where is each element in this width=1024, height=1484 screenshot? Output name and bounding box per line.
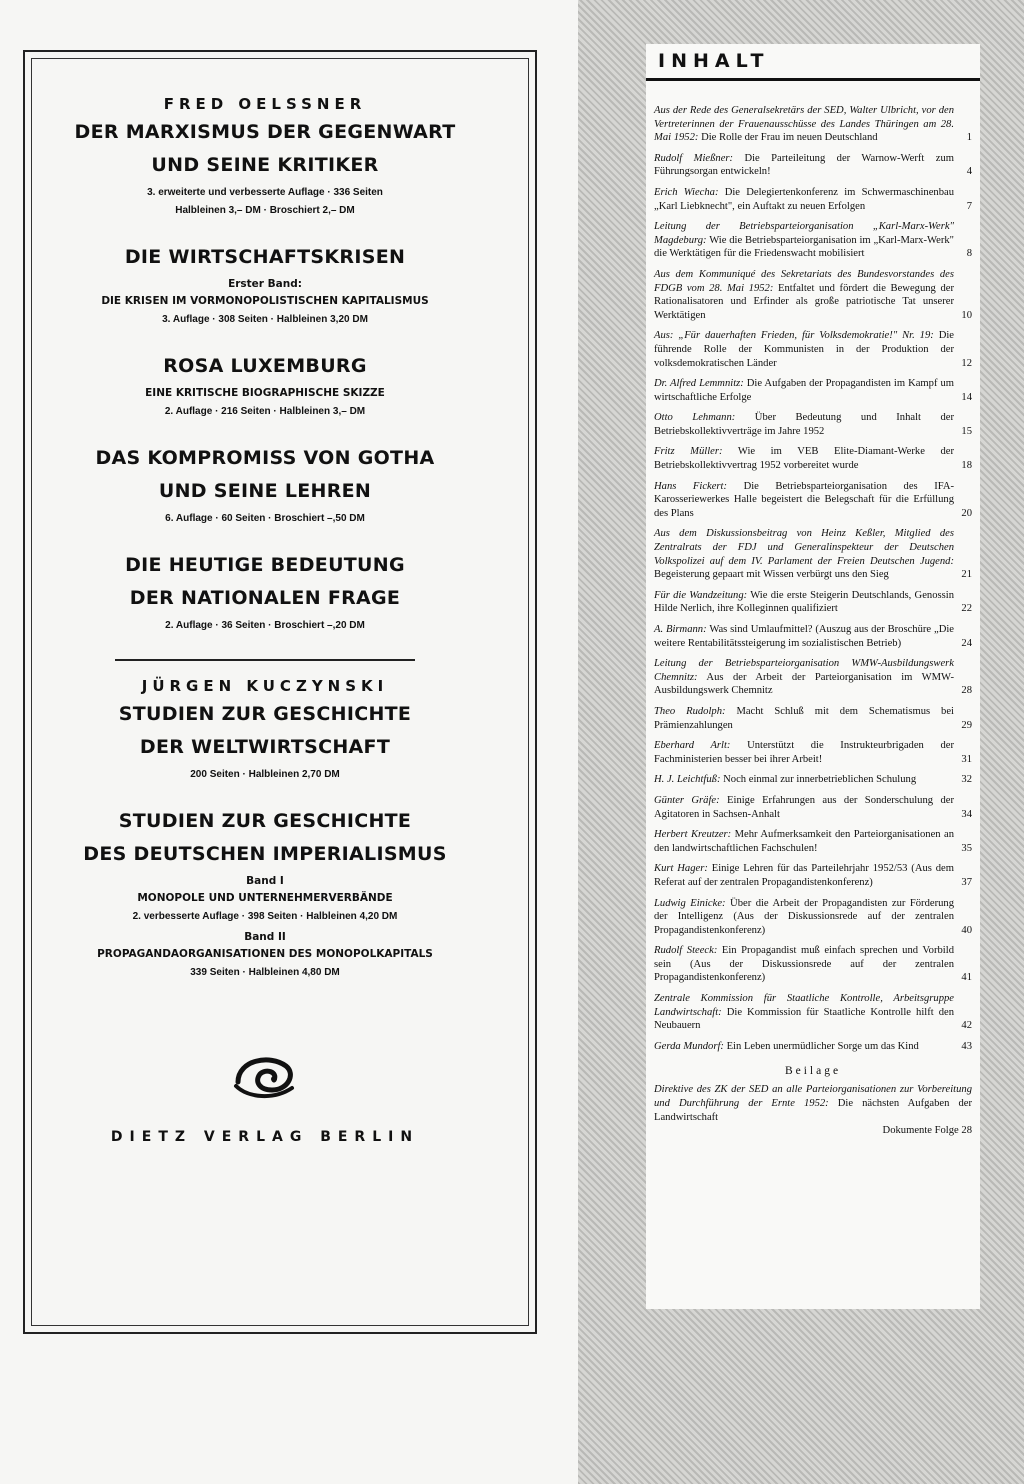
- toc-entry-page: 29: [961, 719, 972, 731]
- publisher-name: DIETZ VERLAG BERLIN: [110, 1129, 420, 1145]
- toc-entry-author: Leitung der Betriebsparteiorganisation „Karl-Marx-Werk" Magdeburg:: [654, 221, 954, 246]
- toc-entry: [654, 705, 972, 732]
- toc-heading-rule: [646, 78, 980, 81]
- toc-entry: [654, 329, 972, 370]
- book-title: DIE WIRTSCHAFTSKRISEN: [124, 246, 406, 268]
- toc-entry-title: Einige Erfahrungen aus der Sonderschulung der Agitatoren in Sachsen-Anhalt: [654, 794, 954, 820]
- toc-entry-author: Aus der Rede des Generalsekretärs der SED, Walter Ulbricht, vor den Vertreterinnen der Frauenausschüsse des Landes Thüringen am 28. Mai 1952:: [654, 105, 954, 144]
- toc-entry-title: Wie die Betriebsparteiorganisation im „Karl-Marx-Werk" die Werktätigen für die Friedenswacht mobilisiert: [654, 234, 954, 260]
- toc-entry-page: 12: [961, 357, 972, 369]
- toc-entry: [654, 773, 972, 787]
- book-entry: [30, 353, 500, 419]
- toc-entry-title: Aus der Arbeit der Parteiorganisation im WMW-Ausbildungswerk Chemnitz: [654, 671, 954, 697]
- toc-entry-author: Aus dem Diskussionsbeitrag von Heinz Keßler, Mitglied des Zentralrats der FDJ und Generalinspekteur der Deutschen Volkspolizei auf dem IV. Parlament der Freien Deutschen Jugend:: [654, 528, 954, 567]
- toc-entry-title: Über die Arbeit der Propagandisten zur Förderung der Intelligenz (Aus der Diskussionsrede auf der zentralen Propagandistenkonferenz): [654, 897, 954, 936]
- book-title: STUDIEN ZUR GESCHICHTE: [118, 810, 412, 832]
- toc-entry: [654, 411, 972, 438]
- toc-entry: [654, 794, 972, 821]
- toc-entry-title: Ein Propagandist muß einfach sprechen und Vorbild sein (Aus der Diskussionsrede auf der zentralen Propagandistenkonferenz): [654, 945, 954, 984]
- supplement-heading: Beilage: [784, 1065, 842, 1078]
- toc-heading: INHALT: [658, 50, 770, 72]
- toc-list: [654, 104, 972, 1138]
- divider: [115, 659, 415, 661]
- book-entry: [30, 244, 500, 327]
- book-entry: [30, 930, 500, 980]
- book-subtitle: DIE KRISEN IM VORMONOPOLISTISCHEN KAPITALISMUS: [101, 295, 429, 307]
- toc-entry-title: Die Parteileitung der Warnow-Werft zum Führungsorgan entwickeln!: [654, 152, 954, 178]
- toc-entry-page: 14: [961, 391, 972, 403]
- book-author: JÜRGEN KUCZYNSKI: [141, 677, 389, 695]
- toc-entry: [654, 104, 972, 145]
- toc-entry-author: Für die Wandzeitung:: [654, 589, 748, 601]
- toc-entry-title: Ein Leben unermüdlicher Sorge um das Kind: [723, 1040, 919, 1052]
- toc-entry-title: Die führende Rolle der Kommunisten in der Produktion der volksdemokratischen Länder: [654, 330, 954, 369]
- book-title: ROSA LUXEMBURG: [163, 355, 367, 377]
- toc-entry-page: 21: [961, 569, 972, 581]
- toc-entry: [654, 445, 972, 472]
- toc-entry: [654, 220, 972, 261]
- toc-entry-page: 7: [966, 200, 972, 212]
- book-details: 200 Seiten · Halbleinen 2,70 DM: [190, 769, 340, 780]
- toc-entry-author: Ludwig Einicke:: [654, 897, 726, 909]
- book-details: 3. erweiterte und verbesserte Auflage · 336 Seiten: [147, 187, 383, 198]
- toc-entry-page: 37: [961, 876, 972, 888]
- toc-entry: [654, 1040, 972, 1054]
- toc-entry-title: Wie im VEB Elite-Diamant-Werke der Betriebskollektivvertrag 1952 vorbereitet wurde: [654, 446, 954, 472]
- toc-entry-author: Dr. Alfred Lemmnitz:: [654, 378, 744, 390]
- toc-entry: [654, 186, 972, 213]
- book-title: STUDIEN ZUR GESCHICHTE: [118, 703, 412, 725]
- book-entry: [30, 445, 500, 526]
- toc-entry-page: 43: [961, 1040, 972, 1052]
- toc-entry-author: Otto Lehmann:: [654, 412, 736, 424]
- toc-entry-title: Wie die erste Steigerin Deutschlands, Genossin Hilde Nerlich, ihre Kolleginnen qualifiziert: [654, 589, 954, 615]
- toc-entry-title: Mehr Aufmerksamkeit den Parteiorganisationen an den landwirtschaftlichen Fachschulen!: [654, 829, 954, 854]
- toc-entry-author: Aus dem Kommuniqué des Sekretariats des Bundesvorstandes des FDGB vom 28. Mai 1952:: [654, 268, 954, 294]
- book-details: 339 Seiten · Halbleinen 4,80 DM: [190, 967, 340, 978]
- toc-entry-title: Die Rolle der Frau im neuen Deutschland: [698, 132, 878, 144]
- toc-entry-author: Eberhard Arlt:: [654, 740, 731, 752]
- toc-entry-page: 8: [966, 248, 972, 260]
- book-subtitle: Erster Band:: [228, 278, 302, 290]
- toc-entry-page: 31: [961, 753, 972, 765]
- toc-entry-author: Aus: „Für dauerhaften Frieden, für Volksdemokratie!" Nr. 19:: [654, 330, 934, 342]
- book-details: 6. Auflage · 60 Seiten · Broschiert –,50 DM: [165, 513, 365, 524]
- toc-entry: [654, 152, 972, 179]
- book-subtitle: PROPAGANDAORGANISATIONEN DES MONOPOLKAPITALS: [97, 948, 433, 960]
- supplement-series: Dokumente Folge 28: [882, 1125, 972, 1137]
- toc-entry-page: 34: [961, 808, 972, 820]
- toc-entry-page: 41: [961, 972, 972, 984]
- toc-entry-author: Rudolf Steeck:: [654, 945, 718, 957]
- toc-entry: [654, 657, 972, 698]
- toc-entry-author: Theo Rudolph:: [654, 705, 726, 717]
- toc-entry-title: Die Aufgaben der Propagandisten im Kampf um wirtschaftliche Erfolge: [654, 378, 954, 403]
- toc-entry-title: Entfaltet und fördert die Bewegung der Rationalisatoren und Erfinder als große patriotische Tat unserer Werktätigen: [654, 282, 954, 321]
- toc-entry-page: 18: [961, 460, 972, 472]
- book-entry: [30, 808, 500, 924]
- book-title: DER MARXISMUS DER GEGENWART: [74, 121, 456, 143]
- toc-entry: [654, 992, 972, 1033]
- toc-entry-page: 22: [961, 603, 972, 615]
- toc-entry-page: 24: [961, 637, 972, 649]
- book-details: Halbleinen 3,– DM · Broschiert 2,– DM: [175, 205, 355, 216]
- toc-entry-author: Leitung der Betriebsparteiorganisation WMW-Ausbildungswerk Chemnitz:: [654, 658, 954, 683]
- toc-entry-author: Gerda Mundorf:: [654, 1040, 724, 1052]
- publisher-logo-icon: [230, 1046, 300, 1106]
- toc-entry: [654, 623, 972, 650]
- book-entry: [30, 677, 500, 782]
- book-author: FRED OELSSNER: [163, 95, 367, 113]
- toc-entry-title: Macht Schluß mit dem Schematismus bei Prämienzahlungen: [654, 705, 954, 731]
- toc-entry-page: 32: [961, 774, 972, 786]
- toc-entry-page: 35: [961, 842, 972, 854]
- book-details: 2. Auflage · 36 Seiten · Broschiert –,20 DM: [165, 620, 365, 631]
- toc-entry: [654, 944, 972, 985]
- toc-entry: [654, 377, 972, 404]
- toc-entry-page: 20: [961, 507, 972, 519]
- supplement-title: Die nächsten Aufgaben der Landwirtschaft: [654, 1098, 972, 1123]
- book-title: DIE HEUTIGE BEDEUTUNG: [125, 554, 405, 576]
- toc-entry-title: Die Betriebsparteiorganisation des IFA-Karosseriewerkes Halle begeistert die Belegschaft für die Erfüllung des Plans: [654, 480, 954, 519]
- toc-entry-title: Begeisterung gepaart mit Wissen verbürgt uns den Sieg: [654, 569, 889, 581]
- toc-entry-page: 28: [961, 685, 972, 697]
- book-details: 2. Auflage · 216 Seiten · Halbleinen 3,– DM: [164, 406, 366, 417]
- book-subtitle: EINE KRITISCHE BIOGRAPHISCHE SKIZZE: [145, 387, 385, 399]
- toc-entry: [654, 527, 972, 581]
- book-title: UND SEINE LEHREN: [158, 480, 372, 502]
- book-details: 2. verbesserte Auflage · 398 Seiten · Halbleinen 4,20 DM: [132, 911, 398, 922]
- toc-entry-page: 4: [966, 166, 972, 178]
- toc-entry-author: Kurt Hager:: [654, 863, 708, 875]
- toc-entry-author: Hans Fickert:: [654, 480, 728, 492]
- toc-entry: [654, 589, 972, 616]
- book-details: 3. Auflage · 308 Seiten · Halbleinen 3,20 DM: [162, 314, 368, 325]
- book-entry: [30, 95, 500, 218]
- toc-entry: [654, 828, 972, 855]
- book-subtitle: Band I: [246, 875, 284, 887]
- book-list-kuczynski: [30, 677, 500, 980]
- toc-entry: [654, 268, 972, 322]
- toc-entry-title: Einige Lehren für das Parteilehrjahr 1952/53 (Aus dem Referat auf der zentralen Propagandistenkonferenz): [654, 863, 954, 888]
- toc-entry-title: Noch einmal zur innerbetrieblichen Schulung: [720, 774, 917, 786]
- toc-entry-title: Unterstützt die Instrukteurbrigaden der Fachministerien besser bei ihrer Arbeit!: [654, 740, 954, 765]
- toc-entry: [654, 862, 972, 889]
- toc-entry-page: 40: [961, 924, 972, 936]
- toc-entry-title: Über Bedeutung und Inhalt der Betriebskollektivverträge im Jahre 1952: [654, 412, 954, 437]
- table-of-contents: [646, 44, 980, 1309]
- toc-entry-author: Herbert Kreutzer:: [654, 829, 732, 841]
- toc-entry-title: Die Delegiertenkonferenz im Schwermaschinenbau „Karl Liebknecht", ein Auftakt zu neuen Erfolgen: [654, 186, 954, 212]
- toc-entry: [654, 897, 972, 938]
- book-title: DAS KOMPROMISS VON GOTHA: [95, 447, 435, 469]
- book-title: DER WELTWIRTSCHAFT: [139, 736, 391, 758]
- toc-entry: [654, 480, 972, 521]
- toc-entry-author: A. Birmann:: [654, 624, 707, 635]
- book-title: DER NATIONALEN FRAGE: [129, 587, 401, 609]
- toc-entry: [654, 739, 972, 766]
- toc-entry-page: 42: [961, 1020, 972, 1032]
- toc-entry-author: Günter Gräfe:: [654, 794, 720, 806]
- toc-entry-author: Erich Wiecha:: [654, 186, 719, 198]
- book-subtitle: MONOPOLE UND UNTERNEHMERVERBÄNDE: [137, 892, 393, 904]
- supplement-author: Direktive des ZK der SED an alle Parteiorganisationen zur Vorbereitung und Durchführung der Ernte 1952:: [654, 1084, 972, 1110]
- book-entry: [30, 552, 500, 633]
- toc-entry-author: Fritz Müller:: [654, 446, 723, 458]
- toc-entry-author: Rudolf Mießner:: [654, 152, 734, 164]
- toc-entry-page: 10: [961, 309, 972, 321]
- toc-entry-author: Zentrale Kommission für Staatliche Kontrolle, Arbeitsgruppe Landwirtschaft:: [654, 993, 954, 1018]
- advertisement: [30, 95, 500, 1145]
- book-list-oelssner: [30, 95, 500, 633]
- toc-entry-page: 1: [966, 132, 972, 144]
- book-title: UND SEINE KRITIKER: [151, 154, 379, 176]
- toc-entry-title: Die Kommission für Staatliche Kontrolle hilft den Neubauern: [654, 1006, 954, 1032]
- book-subtitle: Band II: [244, 931, 286, 943]
- book-title: DES DEUTSCHEN IMPERIALISMUS: [83, 843, 447, 865]
- toc-entry-author: H. J. Leichtfuß:: [654, 774, 721, 786]
- toc-entry-title: Was sind Umlaufmittel? (Auszug aus der Broschüre „Die weitere Rentabilitätssteigerung im sozialistischen Betrieb): [654, 624, 955, 649]
- toc-entry-page: 15: [961, 425, 972, 437]
- supplement-entry: [654, 1083, 972, 1124]
